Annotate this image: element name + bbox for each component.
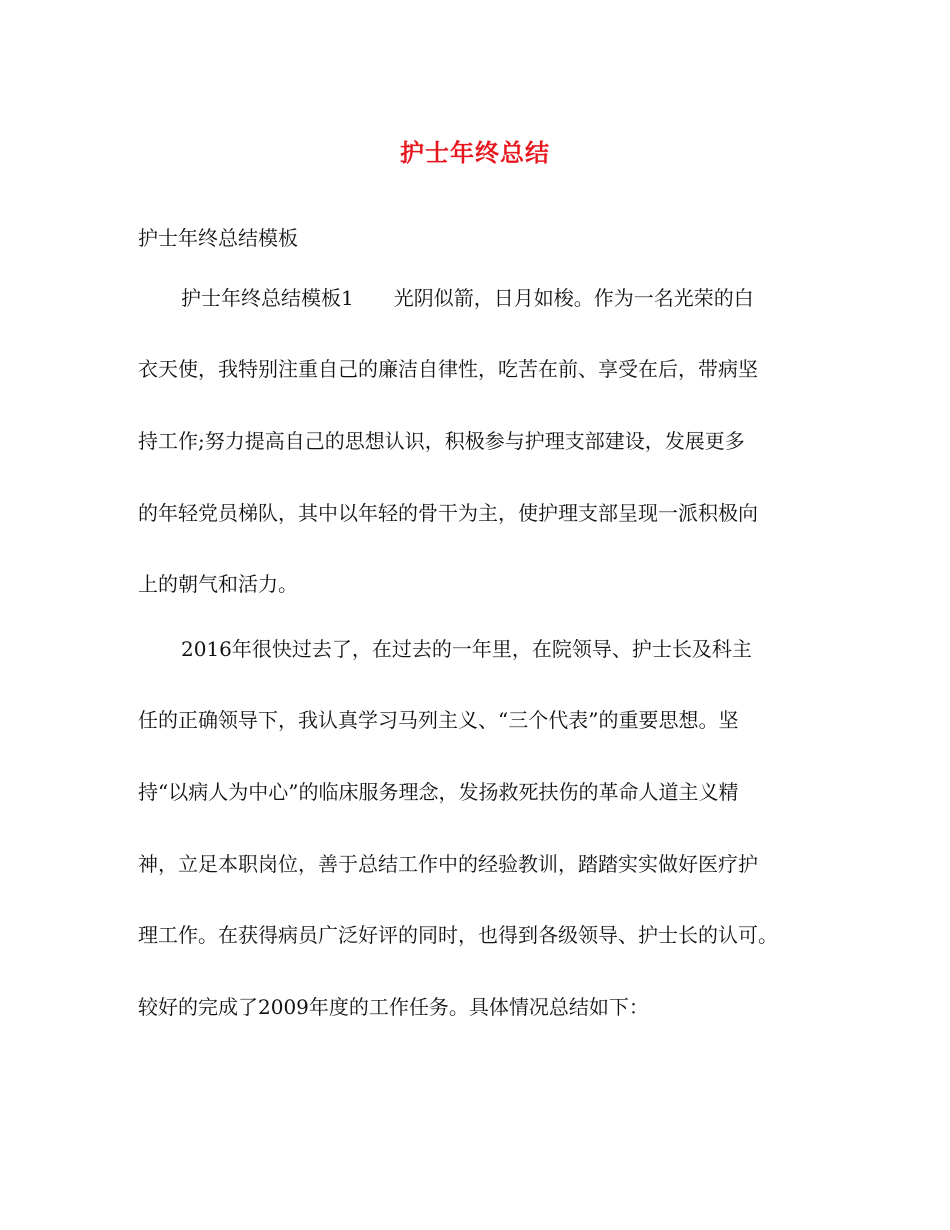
paragraph-line-7: 任的正确领导下，我认真学习马列主义、“三个代表”的重要思想。坚 (138, 708, 739, 732)
paragraph-line-11: 较好的完成了2009年度的工作任务。具体情况总结如下： (138, 995, 649, 1019)
document-subtitle: 护士年终总结模板 (138, 226, 298, 250)
document-title: 护士年终总结 (400, 138, 550, 167)
paragraph-line-1: 护士年终总结模板1 光阴似箭，日月如梭。作为一名光荣的白 (181, 286, 754, 310)
paragraph-line-5: 上的朝气和活力。 (138, 572, 298, 596)
paragraph-line-4: 的年轻党员梯队，其中以年轻的骨干为主，使护理支部呈现一派积极向 (138, 501, 758, 525)
paragraph-line-9: 神，立足本职岗位，善于总结工作中的经验教训，踏踏实实做好医疗护 (138, 852, 758, 876)
paragraph-line-2: 衣天使，我特别注重自己的廉洁自律性，吃苦在前、享受在后，带病坚 (138, 357, 758, 381)
paragraph-line-8: 持“以病人为中心”的临床服务理念，发扬救死扶伤的革命人道主义精 (138, 780, 739, 804)
paragraph-line-10: 理工作。在获得病员广泛好评的同时，也得到各级领导、护士长的认可。 (138, 923, 778, 947)
paragraph-line-6: 2016年很快过去了，在过去的一年里，在院领导、护士长及科主 (181, 637, 752, 661)
paragraph-line-3: 持工作;努力提高自己的思想认识，积极参与护理支部建设，发展更多 (138, 429, 745, 453)
